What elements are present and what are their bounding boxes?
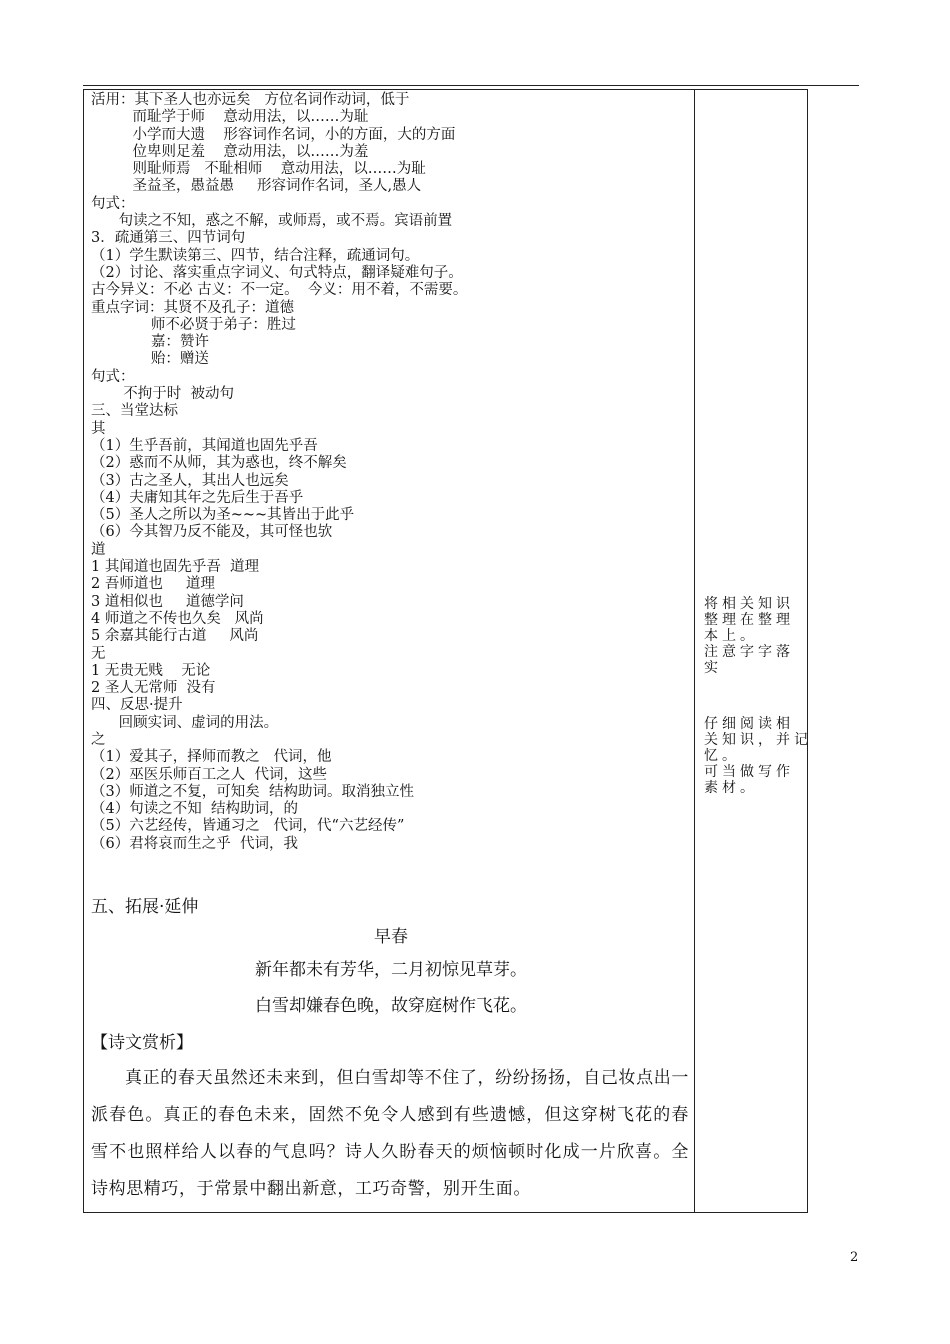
- extension-heading: 五、拓展·延伸: [91, 897, 199, 917]
- content-line: 而耻学于师 意动用法，以……为耻: [91, 109, 369, 126]
- content-line: （3）师道之不复，可知矣 结构助词。取消独立性: [91, 783, 414, 800]
- content-line: 句式：: [91, 368, 135, 385]
- poem-line-2: 白雪却嫌春色晚，故穿庭树作飞花。: [255, 996, 527, 1016]
- content-line: （4）夫庸知其年之先后生于吾乎: [91, 489, 304, 506]
- side-note-group-2: [704, 716, 812, 796]
- content-line: 2 圣人无常师 没有: [91, 680, 216, 697]
- analysis-paragraph: 真正的春天虽然还未来到，但白雪却等不住了，纷纷扬扬，自己妆点出一派春色。真正的春色未来，固然不免令人感到有些遗憾，但这穿树飞花的春雪不也照样给人以春的气息吗？诗人久盼春天的烦恼顿时化成一片欣喜。全诗构思精巧，于常景中翻出新意，工巧奇警，别开生面。: [91, 1068, 689, 1199]
- content-line: 小学而大遗 形容词作名词，小的方面，大的方面: [91, 126, 456, 143]
- content-line: 不拘于时 被动句: [91, 386, 234, 403]
- content-line: 句读之不知，惑之不解，或师焉，或不焉。宾语前置: [91, 213, 453, 230]
- content-line: 句式：: [91, 195, 135, 212]
- content-line: 位卑则足羞 意动用法，以……为羞: [91, 143, 369, 160]
- side-note-group-1: [704, 596, 800, 676]
- extension-section: [91, 892, 691, 1208]
- content-line: 圣益圣，愚益愚 形容词作名词，圣人,愚人: [91, 178, 422, 195]
- side-note-line: 本上。: [704, 628, 758, 644]
- content-line: 1 无贵无贱 无论: [91, 662, 211, 679]
- content-line: 之: [91, 731, 106, 748]
- column-divider: [694, 89, 695, 1213]
- side-note-line: 忆。: [704, 748, 740, 764]
- side-note-line: 可当做写作: [704, 764, 794, 780]
- content-line: 1 其闻道也固先乎吾 道理: [91, 559, 260, 576]
- poem-line-1: 新年都未有芳华，二月初惊见草芽。: [255, 960, 527, 980]
- side-note-line: 整理在整理: [704, 612, 794, 628]
- content-line: （4）句读之不知 结构助词，的: [91, 801, 298, 818]
- content-line: 道: [91, 541, 106, 558]
- content-line: 3．疏通第三、四节词句: [91, 230, 246, 247]
- content-line: 贻：赠送: [91, 351, 209, 368]
- content-line: 4 师道之不传也久矣 风尚: [91, 610, 264, 627]
- content-line: 则耻师焉 不耻相师 意动用法，以……为耻: [91, 161, 426, 178]
- side-note-line: 仔细阅读相: [704, 716, 794, 732]
- poem-title: 早春: [374, 927, 408, 947]
- content-line: （3）古之圣人，其出人也远矣: [91, 472, 289, 489]
- side-notes-column: [704, 596, 812, 796]
- content-line: 无: [91, 645, 106, 662]
- content-line: （6）今其智乃反不能及，其可怪也欤: [91, 524, 333, 541]
- side-note-line: 实: [704, 660, 722, 676]
- header-rule: [83, 85, 859, 86]
- content-line: 重点字词：其贤不及孔子：道德: [91, 299, 294, 316]
- side-note-line: 注意字字落: [704, 644, 794, 660]
- side-note-line: 将相关知识: [704, 596, 794, 612]
- analysis-heading: 【诗文赏析】: [91, 1033, 193, 1053]
- content-line: 四、反思·提升: [91, 697, 183, 714]
- main-content-column: [91, 92, 691, 853]
- content-line: 2 吾师道也 道理: [91, 576, 215, 593]
- content-line: 3 道相似也 道德学问: [91, 593, 244, 610]
- page-number: 2: [850, 1250, 859, 1265]
- content-line: （2）讨论、落实重点字词义、句式特点，翻译疑难句子。: [91, 264, 463, 281]
- content-line: （2）惑而不从师，其为惑也，终不解矣: [91, 455, 347, 472]
- content-line: （5）六艺经传，皆通习之 代词，代“六艺经传”: [91, 818, 405, 835]
- content-line: 其: [91, 420, 106, 437]
- content-line: 回顾实词、虚词的用法。: [91, 714, 279, 731]
- content-line: 古今异义：不必 古义：不一定。 今义：用不着，不需要。: [91, 282, 468, 299]
- content-line: （5）圣人之所以为圣~~~其皆出于此乎: [91, 507, 355, 524]
- content-line: 师不必贤于弟子：胜过: [91, 316, 296, 333]
- content-line: （1）生乎吾前，其闻道也固先乎吾: [91, 437, 318, 454]
- content-line: （6）君将哀而生之乎 代词，我: [91, 835, 298, 852]
- content-line: （1）爱其子，择师而教之 代词，他: [91, 749, 332, 766]
- content-line: 5 余嘉其能行古道 风尚: [91, 628, 259, 645]
- side-note-line: 关知识，并记: [704, 732, 812, 748]
- content-line: （1）学生默读第三、四节，结合注释，疏通词句。: [91, 247, 420, 264]
- content-line: （2）巫医乐师百工之人 代词，这些: [91, 766, 327, 783]
- content-line: 嘉：赞许: [91, 334, 209, 351]
- side-note-line: 素材。: [704, 780, 758, 796]
- content-line: 活用：其下圣人也亦远矣 方位名词作动词，低于: [91, 92, 410, 108]
- content-line: 三、当堂达标: [91, 403, 178, 420]
